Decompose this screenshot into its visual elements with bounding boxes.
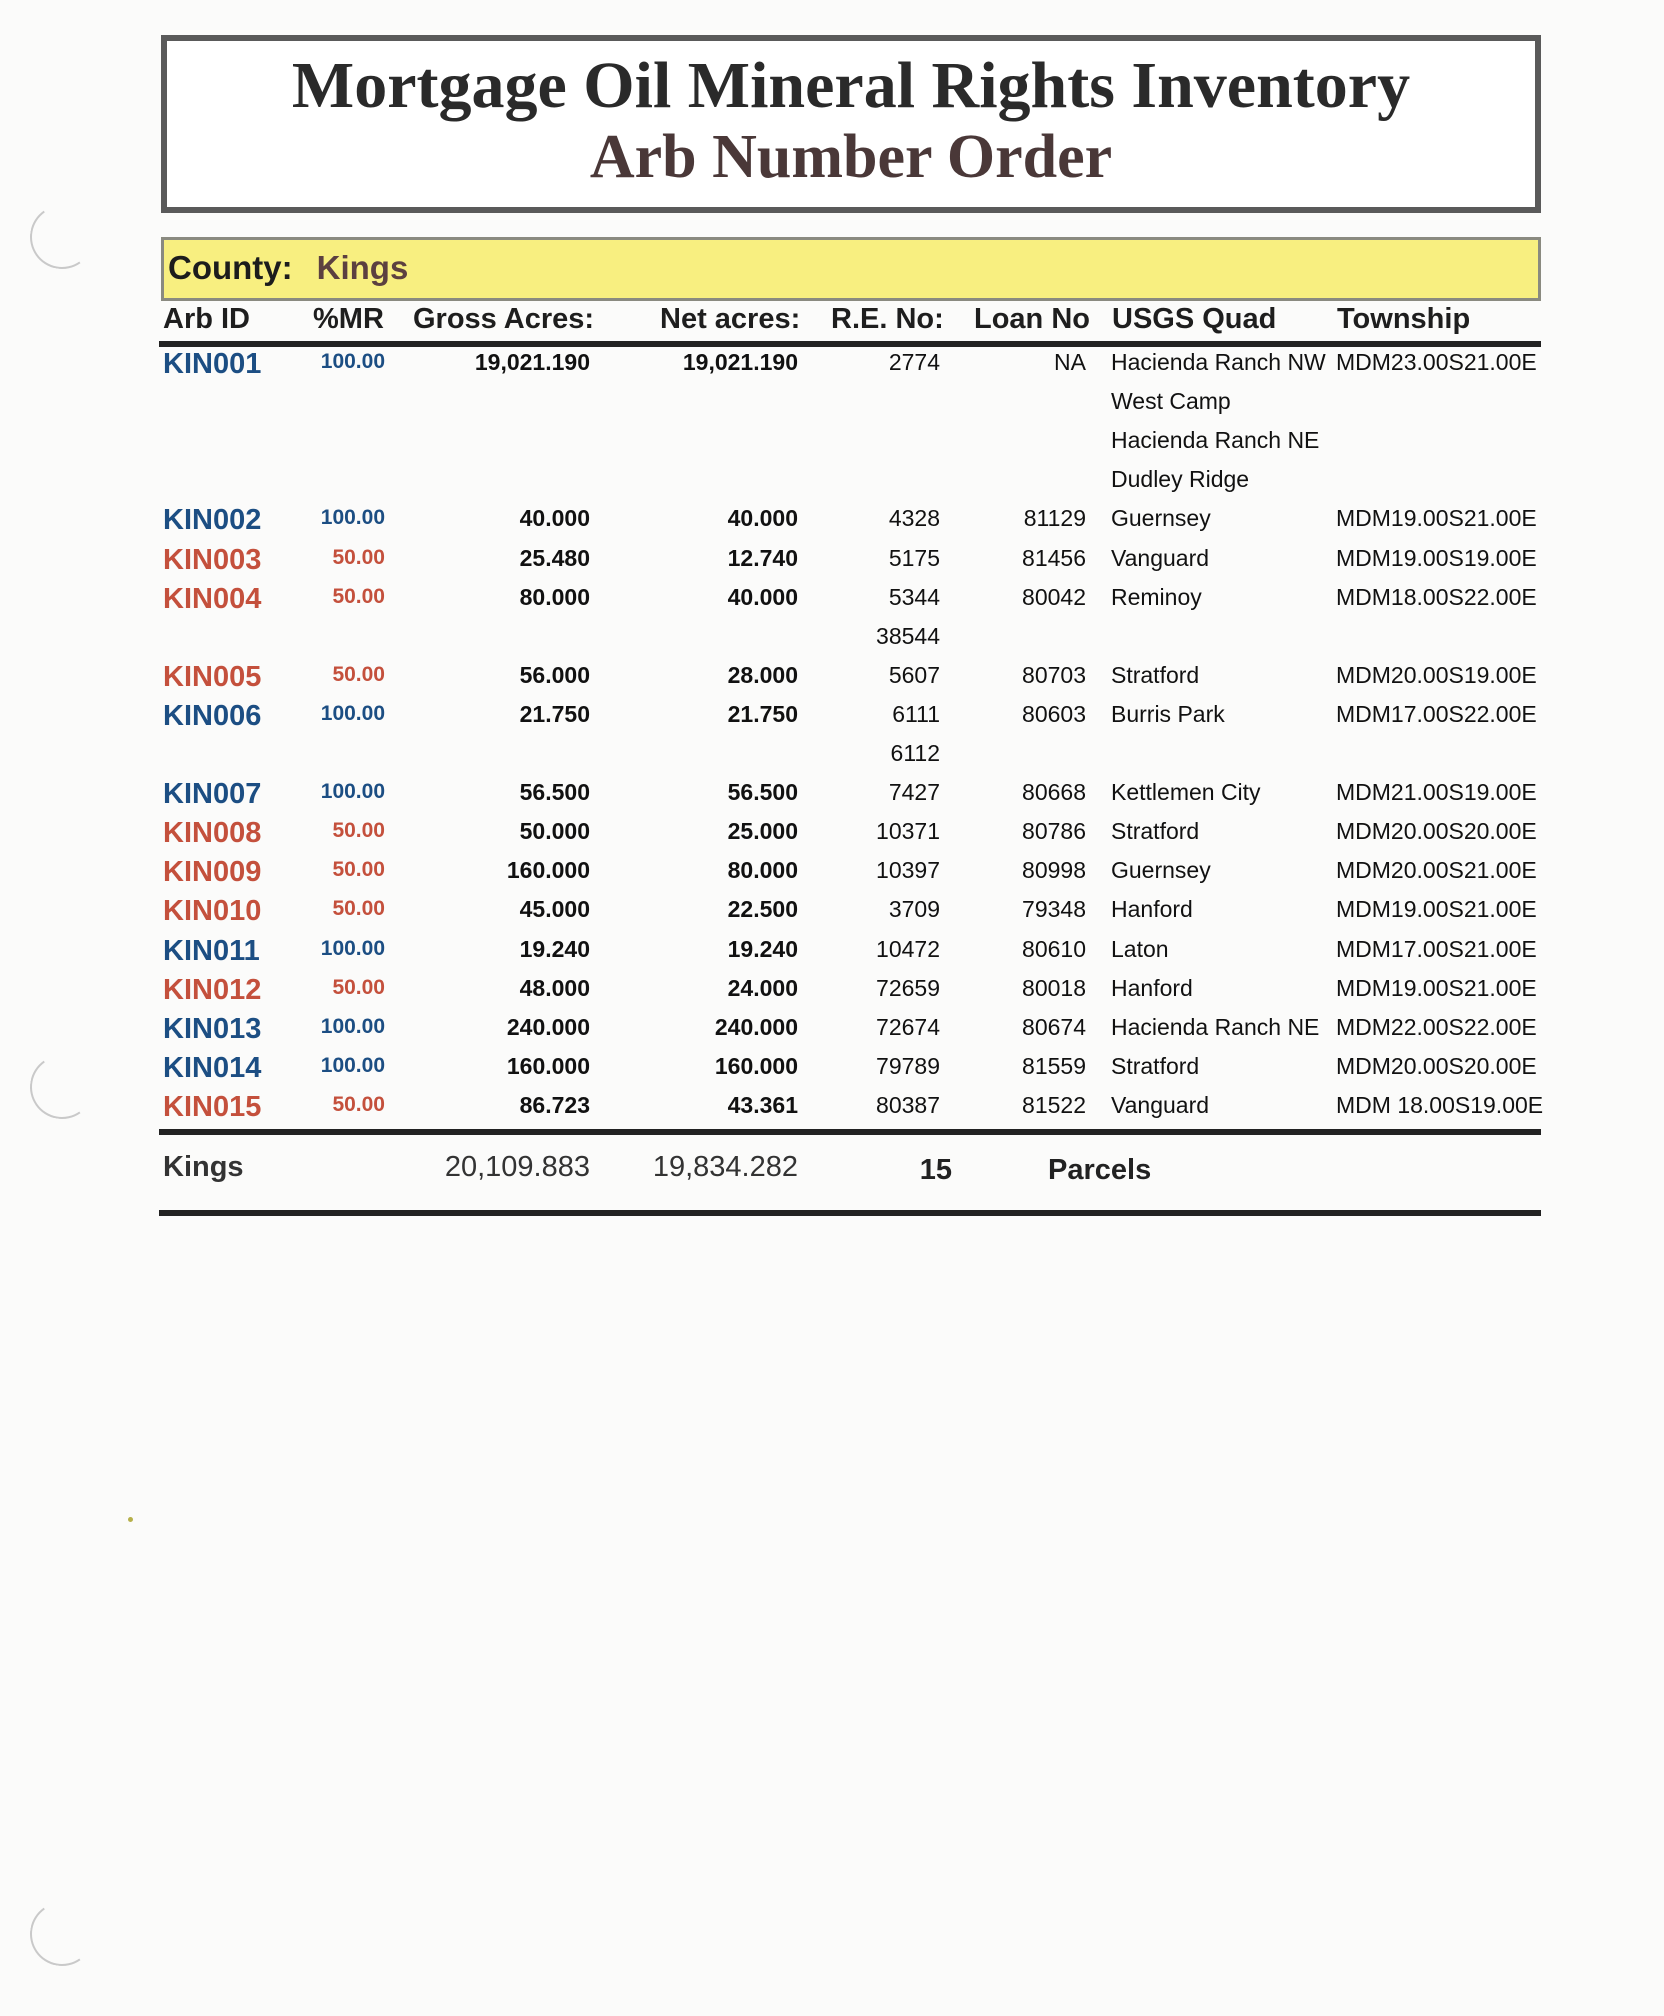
- gross-acres: 50.000: [519, 818, 590, 845]
- county-bar: [161, 237, 1541, 301]
- net-acres: 22.500: [727, 896, 798, 923]
- mr-percent: 100.00: [320, 1014, 385, 1038]
- township: MDM19.00S21.00E: [1336, 505, 1537, 532]
- usgs-quad: Dudley Ridge: [1111, 466, 1250, 493]
- county-name: Kings: [316, 249, 409, 286]
- usgs-quad: West Camp: [1111, 388, 1231, 415]
- township: MDM20.00S20.00E: [1336, 818, 1537, 845]
- re-number: 10472: [876, 935, 940, 962]
- usgs-quad: Vanguard: [1111, 544, 1210, 571]
- header-usgs-quad: USGS Quad: [1112, 303, 1277, 335]
- mr-percent: 100.00: [320, 701, 385, 725]
- mr-percent: 100.00: [320, 936, 385, 960]
- mr-percent: 50.00: [332, 584, 385, 608]
- usgs-quad: Hacienda Ranch NE: [1111, 427, 1320, 454]
- gross-acres: 160.000: [506, 857, 590, 884]
- usgs-quad: Laton: [1111, 935, 1169, 962]
- usgs-quad: Stratford: [1111, 818, 1200, 845]
- township: MDM21.00S19.00E: [1336, 779, 1537, 806]
- arb-id: KIN011: [163, 934, 260, 967]
- township: MDM20.00S21.00E: [1336, 857, 1537, 884]
- net-acres: 24.000: [727, 974, 798, 1001]
- gross-acres: 25.480: [519, 544, 590, 571]
- net-acres: 25.000: [727, 818, 798, 845]
- page-subtitle: Arb Number Order: [589, 122, 1113, 191]
- net-acres: 12.740: [727, 544, 798, 571]
- net-acres: 28.000: [727, 661, 798, 688]
- gross-acres: 160.000: [506, 1052, 590, 1079]
- gross-acres: 40.000: [519, 505, 590, 532]
- usgs-quad: Reminoy: [1111, 583, 1202, 610]
- county-label: County:: [168, 249, 293, 286]
- mr-percent: 100.00: [320, 780, 385, 804]
- re-number: 79789: [876, 1052, 940, 1079]
- header-arb-id: Arb ID: [163, 303, 250, 335]
- arb-id: KIN007: [163, 778, 262, 811]
- arb-id: KIN004: [163, 582, 262, 615]
- header-township: Township: [1337, 303, 1471, 335]
- re-number: 4328: [888, 505, 940, 532]
- loan-number: 80786: [1022, 818, 1086, 845]
- re-number: 6112: [890, 740, 940, 766]
- loan-number: 80668: [1022, 779, 1086, 806]
- mr-percent: 100.00: [320, 350, 385, 373]
- gross-acres: 56.000: [519, 661, 590, 688]
- total-county: Kings: [163, 1151, 244, 1183]
- loan-number: 81456: [1022, 544, 1086, 571]
- township: MDM19.00S19.00E: [1336, 544, 1537, 571]
- usgs-quad: Burris Park: [1111, 700, 1225, 727]
- gross-acres: 45.000: [519, 896, 590, 923]
- gross-acres: 19.240: [519, 935, 590, 962]
- header-loan-no: Loan No: [974, 303, 1090, 335]
- township: MDM17.00S22.00E: [1336, 700, 1537, 727]
- usgs-quad: Hacienda Ranch NW: [1111, 349, 1326, 375]
- arb-id: KIN003: [163, 543, 262, 576]
- net-acres: 80.000: [727, 857, 798, 884]
- mr-percent: 100.00: [320, 506, 385, 530]
- mr-percent: 50.00: [332, 858, 385, 882]
- arb-id: KIN005: [163, 660, 262, 693]
- total-net-acres: 19,834.282: [652, 1151, 798, 1183]
- arb-id: KIN013: [163, 1012, 262, 1045]
- mr-percent: 50.00: [332, 975, 385, 999]
- loan-number: 80018: [1022, 974, 1086, 1001]
- usgs-quad: Hacienda Ranch NE: [1111, 1013, 1320, 1040]
- township: MDM23.00S21.00E: [1336, 349, 1537, 375]
- gross-acres: 86.723: [519, 1091, 590, 1118]
- header-mr: %MR: [313, 303, 384, 335]
- page-title: Mortgage Oil Mineral Rights Inventory: [291, 49, 1411, 122]
- re-number: 7427: [888, 779, 940, 806]
- total-parcels-label: Parcels: [1048, 1154, 1152, 1186]
- punch-hole-top: [25, 200, 99, 274]
- usgs-quad: Kettlemen City: [1111, 779, 1261, 806]
- loan-number: 80998: [1022, 857, 1086, 884]
- arb-id: KIN006: [163, 699, 262, 732]
- re-number: 3709: [888, 896, 940, 923]
- township: MDM18.00S22.00E: [1336, 583, 1537, 610]
- arb-id: KIN012: [163, 973, 262, 1006]
- usgs-quad: Guernsey: [1111, 857, 1211, 884]
- mr-percent: 50.00: [332, 819, 385, 843]
- loan-number: 80603: [1022, 700, 1086, 727]
- township: MDM17.00S21.00E: [1336, 935, 1537, 962]
- arb-id: KIN002: [163, 504, 262, 537]
- re-number: 5344: [888, 583, 940, 610]
- township: MDM22.00S22.00E: [1336, 1013, 1537, 1040]
- mr-percent: 50.00: [332, 897, 385, 921]
- loan-number: 80042: [1022, 583, 1086, 610]
- township: MDM19.00S21.00E: [1336, 896, 1537, 923]
- total-parcel-count: 15: [919, 1154, 952, 1186]
- total-gross-acres: 20,109.883: [444, 1151, 590, 1183]
- re-number: 80387: [876, 1091, 940, 1118]
- totals-bottom-rule: [159, 1210, 1541, 1216]
- usgs-quad: Hanford: [1111, 896, 1193, 923]
- mr-percent: 100.00: [320, 1053, 385, 1077]
- mr-percent: 50.00: [332, 1092, 385, 1116]
- net-acres: 40.000: [727, 583, 798, 610]
- header-re-no: R.E. No:: [831, 303, 944, 335]
- mr-percent: 50.00: [332, 545, 385, 569]
- arb-id: KIN009: [163, 856, 262, 889]
- re-number: 38544: [876, 622, 940, 649]
- arb-id: KIN015: [163, 1090, 262, 1123]
- loan-number: 81129: [1023, 505, 1086, 532]
- usgs-quad: Guernsey: [1111, 505, 1211, 532]
- header-gross-acres: Gross Acres:: [413, 303, 595, 335]
- net-acres: 56.500: [727, 779, 798, 806]
- table-bottom-rule: [159, 1129, 1541, 1135]
- loan-number: 80610: [1022, 935, 1086, 962]
- loan-number: 81522: [1022, 1091, 1086, 1118]
- re-number: 10397: [876, 857, 940, 884]
- net-acres: 19.240: [727, 935, 798, 962]
- scan-speck: [128, 1517, 133, 1522]
- arb-id: KIN001: [163, 348, 262, 380]
- usgs-quad: Stratford: [1111, 661, 1200, 688]
- usgs-quad: Hanford: [1111, 974, 1193, 1001]
- punch-hole-bottom: [25, 1897, 99, 1971]
- arb-id: KIN014: [163, 1051, 262, 1084]
- punch-hole-middle: [25, 1050, 99, 1124]
- arb-id: KIN010: [163, 895, 262, 928]
- net-acres: 21.750: [727, 700, 798, 727]
- net-acres: 240.000: [714, 1013, 798, 1040]
- loan-number: NA: [1054, 349, 1086, 375]
- township: MDM20.00S19.00E: [1336, 661, 1537, 688]
- re-number: 72674: [876, 1013, 940, 1040]
- gross-acres: 240.000: [506, 1013, 590, 1040]
- usgs-quad: Vanguard: [1111, 1091, 1210, 1118]
- header-net-acres: Net acres:: [660, 303, 801, 335]
- re-number: 5607: [888, 661, 940, 688]
- re-number: 5175: [888, 544, 940, 571]
- loan-number: 80703: [1022, 661, 1086, 688]
- mr-percent: 50.00: [332, 662, 385, 686]
- township: MDM20.00S20.00E: [1336, 1052, 1537, 1079]
- re-number: 10371: [876, 818, 940, 845]
- net-acres: 160.000: [714, 1052, 798, 1079]
- gross-acres: 80.000: [519, 583, 590, 610]
- re-number: 2774: [888, 349, 940, 375]
- township: MDM19.00S21.00E: [1336, 974, 1537, 1001]
- loan-number: 80674: [1022, 1013, 1086, 1040]
- gross-acres: 19,021.190: [474, 349, 590, 375]
- net-acres: 43.361: [727, 1091, 798, 1118]
- net-acres: 40.000: [727, 505, 798, 532]
- re-number: 6111: [892, 700, 940, 727]
- usgs-quad: Stratford: [1111, 1052, 1200, 1079]
- title-box: [161, 35, 1541, 213]
- gross-acres: 48.000: [519, 974, 590, 1001]
- loan-number: 81559: [1022, 1052, 1086, 1079]
- gross-acres: 56.500: [519, 779, 590, 806]
- net-acres: 19,021.190: [682, 349, 798, 375]
- re-number: 72659: [876, 974, 940, 1001]
- gross-acres: 21.750: [519, 700, 590, 727]
- township: MDM 18.00S19.00E: [1336, 1091, 1544, 1118]
- arb-id: KIN008: [163, 817, 262, 850]
- loan-number: 79348: [1022, 896, 1086, 923]
